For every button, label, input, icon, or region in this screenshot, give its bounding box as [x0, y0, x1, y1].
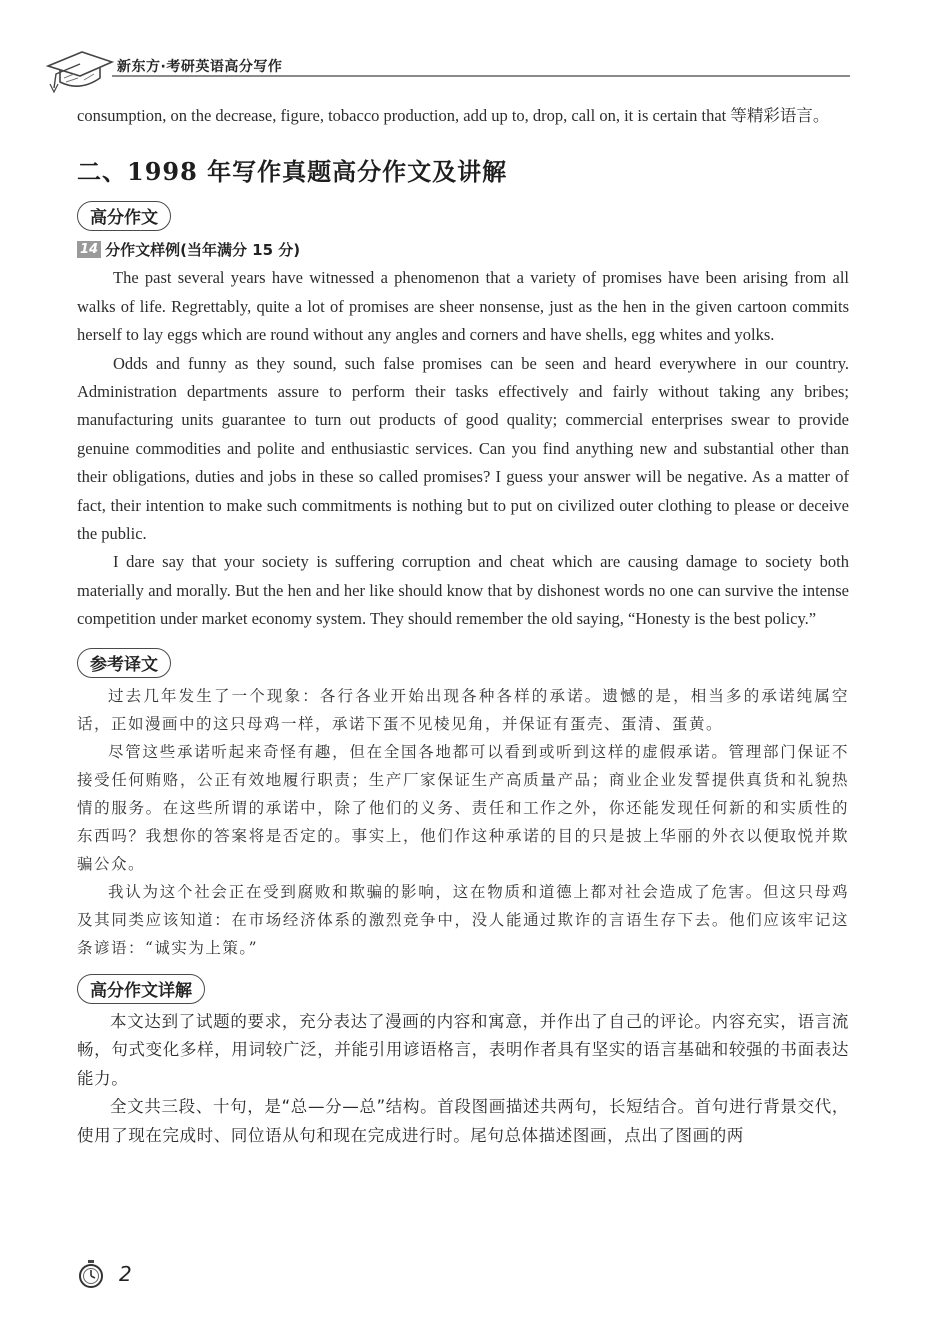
page-content: [77, 100, 849, 1150]
book-title: 新东方·考研英语高分写作: [117, 59, 283, 75]
score-badge: 14: [77, 241, 101, 258]
page-number: 2: [119, 1262, 132, 1286]
analysis-pill-label: 高分作文详解: [77, 974, 205, 1004]
page-footer: [77, 1259, 132, 1289]
translation-paragraph: 过去几年发生了一个现象：各行各业开始出现各种各样的承诺。遗憾的是，相当多的承诺纯属空话，正如漫画中的这只母鸡一样，承诺下蛋不见棱见角，并保证有蛋壳、蛋清、蛋黄。: [77, 686, 849, 733]
header-divider: [112, 75, 850, 77]
sample-label-row: [77, 239, 849, 260]
translation-paragraph: 我认为这个社会正在受到腐败和欺骗的影响，这在物质和道德上都对社会造成了危害。但这只母鸡及其同类应该知道：在市场经济体系的激烈竞争中，没人能通过欺诈的言语生存下去。他们应该牢记这条谚语：“诚实为上策。”: [77, 882, 849, 957]
intro-text: consumption, on the decrease, figure, tobacco production, add up to, drop, call on, it is certain that 等精彩语言。: [77, 106, 830, 125]
sample-label: 分作文样例(当年满分 15 分): [105, 241, 301, 260]
section-heading: 二、1998 年写作真题高分作文及讲解: [77, 157, 508, 187]
essay-paragraph: Odds and funny as they sound, such false promises can be seen and heard everywhere in our country. Administration departments assure to perform their tasks effectively and fairly without taking any bribes; manufacturing units guarantee to turn out products of good quality; commercial enterprises swear to provide genuine commodities and polite and enthusiastic services. Can you find anything new and substantial other than their obligations, duties and jobs in these so called promises? I guess your answer will be negative. As a matter of fact, their intention to make such commitments is nothing but to put on civilized outer clothing to please or deceive the public.: [77, 353, 849, 544]
page-header: [0, 0, 950, 100]
essay-paragraph: The past several years have witnessed a phenomenon that a variety of promises have been arising from all walks of life. Regrettably, quite a lot of promises are sheer nonsense, just as the hen in the given cartoon commits herself to lay eggs which are round without any angles and corners and have shells, egg whites and yolks.: [77, 268, 849, 345]
analysis-paragraph: 全文共三段、十句，是“总—分—总”结构。首段图画描述共两句，长短结合。首句进行背景交代，使用了现在完成时、同位语从句和现在完成进行时。尾句总体描述图画，点出了图画的两: [77, 1097, 849, 1145]
stopwatch-icon: [77, 1259, 105, 1289]
graduation-cap-icon: [44, 38, 114, 94]
essay-pill-label: 高分作文: [77, 201, 171, 231]
analysis-paragraph: 本文达到了试题的要求，充分表达了漫画的内容和寓意，并作出了自己的评论。内容充实，语言流畅，句式变化多样，用词较广泛，并能引用谚语格言，表明作者具有坚实的语言基础和较强的书面表达能力。: [77, 1011, 849, 1088]
translation-paragraph: 尽管这些承诺听起来奇怪有趣，但在全国各地都可以看到或听到这样的虚假承诺。管理部门保证不接受任何贿赂，公正有效地履行职责；生产厂家保证生产高质量产品；商业企业发誓提供真货和礼貌热情的服务。在这些所谓的承诺中，除了他们的义务、责任和工作之外，你还能发现任何新的和实质性的东西吗？我想你的答案将是否定的。事实上，他们作这种承诺的目的只是披上华丽的外衣以便取悦并欺骗公众。: [77, 742, 849, 873]
translation-pill-label: 参考译文: [77, 648, 171, 678]
essay-paragraph: I dare say that your society is suffering corruption and cheat which are causing damage to society both materially and morally. But the hen and her like should know that by dishonest words no one can survive the intense competition under market economy system. They should remember the old saying, “Honesty is the best policy.”: [77, 552, 849, 629]
